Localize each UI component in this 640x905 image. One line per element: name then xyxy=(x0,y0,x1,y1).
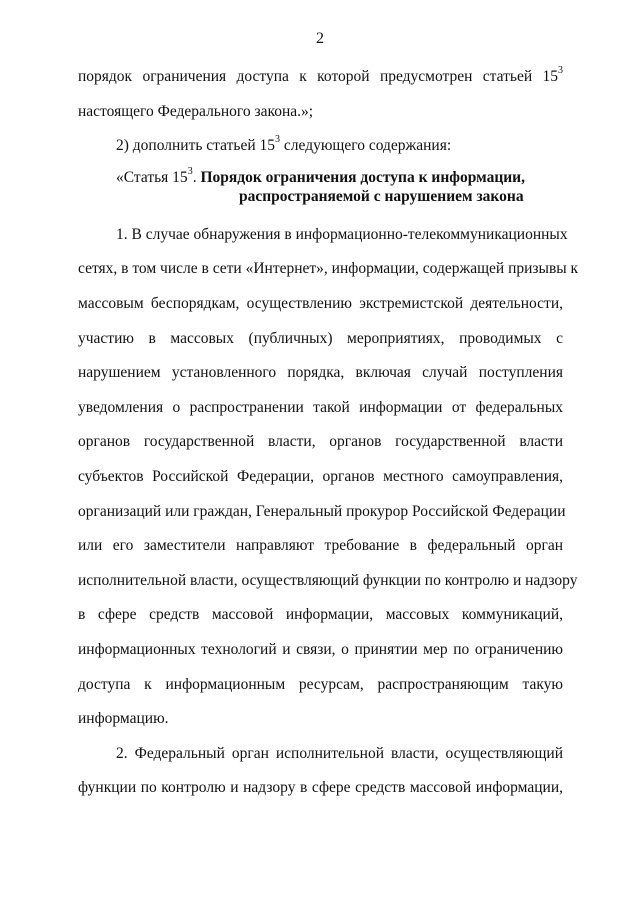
text-line: информацию. xyxy=(78,710,169,728)
text-line: сетях, в том числе в сети «Интернет», информации, содержащей призывы к xyxy=(78,260,579,278)
text-line: функции по контролю и надзору в сфере средств массовой информации, xyxy=(78,779,563,797)
text-line: исполнительной власти, осуществляющий функции по контролю и надзору xyxy=(78,571,578,589)
article-heading: «Статья $15^3$. Порядок ограничения доступа к информации, распространяемой с нарушением закона xyxy=(78,168,563,206)
text-line: порядок ограничения доступа к которой предусмотрен статьей $15^3$ xyxy=(78,64,563,85)
superscript: 3 xyxy=(187,165,193,177)
text-line: субъектов Российской Федерации, органов местного самоуправления, xyxy=(78,467,563,485)
text-line: организаций или граждан, Генеральный прокурор Российской Федерации xyxy=(78,502,566,520)
superscript: 3 xyxy=(275,134,281,146)
text-line: информационных технологий и связи, о принятии мер по ограничению xyxy=(78,640,563,658)
document-body xyxy=(78,60,579,806)
text-line: 1. В случае обнаружения в информационно-телекоммуникационных xyxy=(116,225,568,243)
text-line: 2. Федеральный орган исполнительной власти, осуществляющий xyxy=(116,744,563,762)
article-title-line2: распространяемой с нарушением закона xyxy=(239,187,524,205)
paragraph-1 xyxy=(78,218,579,737)
article-title-line1: Порядок ограничения доступа к информации, xyxy=(200,168,525,186)
text-line: уведомления о распространении такой информации от федеральных xyxy=(78,398,563,416)
text-line: или его заместители направляют требование в федеральный орган xyxy=(78,537,563,555)
page-number: 2 xyxy=(316,30,324,47)
text-line: доступа к информационным ресурсам, распространяющим такую xyxy=(78,675,563,693)
text-line: органов государственной власти, органов государственной власти xyxy=(78,433,563,451)
text-line: настоящего Федерального закона.»; xyxy=(78,102,314,120)
list-item-2: 2) дополнить статьей $15^3$ следующего содержания: xyxy=(116,134,452,155)
text-line: в сфере средств массовой информации, массовых коммуникаций, xyxy=(78,606,563,624)
text-line: массовым беспорядкам, осуществлению экстремистской деятельности, xyxy=(78,294,563,312)
superscript: 3 xyxy=(558,64,563,76)
text-line: нарушением установленного порядка, включая случай поступления xyxy=(78,364,563,382)
paragraph-2 xyxy=(78,737,563,806)
text-line: участию в массовых (публичных) мероприятиях, проводимых с xyxy=(78,329,563,347)
